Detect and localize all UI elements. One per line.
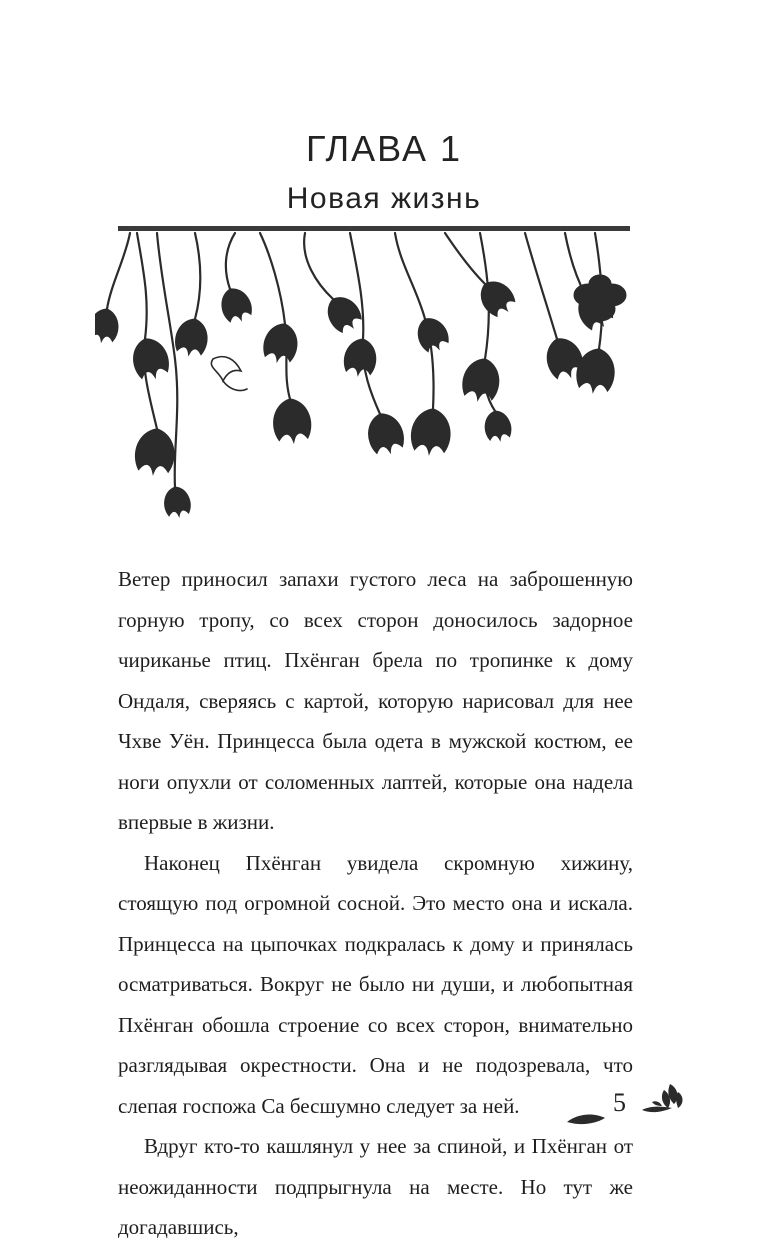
paragraph: Наконец Пхёнган увидела скромную хижину, стоящую под огромной сосной. Это место она и искала. Принцесса на цыпочках подкралась к дому и принялась осматриваться. Вокруг не было ни души, и любопытная Пхёнган обошла строение со всех сторон, внимательно разглядывая окрестности. Она и не подозревала, что слепая госпожа Са бесшумно следует за ней.: [118, 850, 633, 1118]
page-number: 5: [613, 1088, 626, 1117]
paragraph: Ветер приносил запахи густого леса на заброшенную горную тропу, со всех сторон доносилось задорное чириканье птиц. Пхёнган брела по тропинке к дому Ондаля, сверяясь с картой, которую нарисовал для нее Чхве Уён. Принцесса была одета в мужской костюм, ее ноги опухли от соломенных лаптей, которые она надела впервые в жизни.: [118, 567, 633, 834]
lotus-flower-icon: [640, 1080, 686, 1120]
paragraph: Вдруг кто-то кашлянул у нее за спиной, и Пхёнган от неожиданности подпрыгнула на месте. Но тут же догадавшись,: [118, 1134, 633, 1239]
chapter-title: ГЛАВА 1: [306, 128, 462, 169]
body-text: [118, 559, 633, 1248]
chapter-subtitle: Новая жизнь: [286, 182, 482, 215]
leaf-icon: [565, 1108, 607, 1128]
hanging-vines-illustration: [95, 229, 645, 529]
